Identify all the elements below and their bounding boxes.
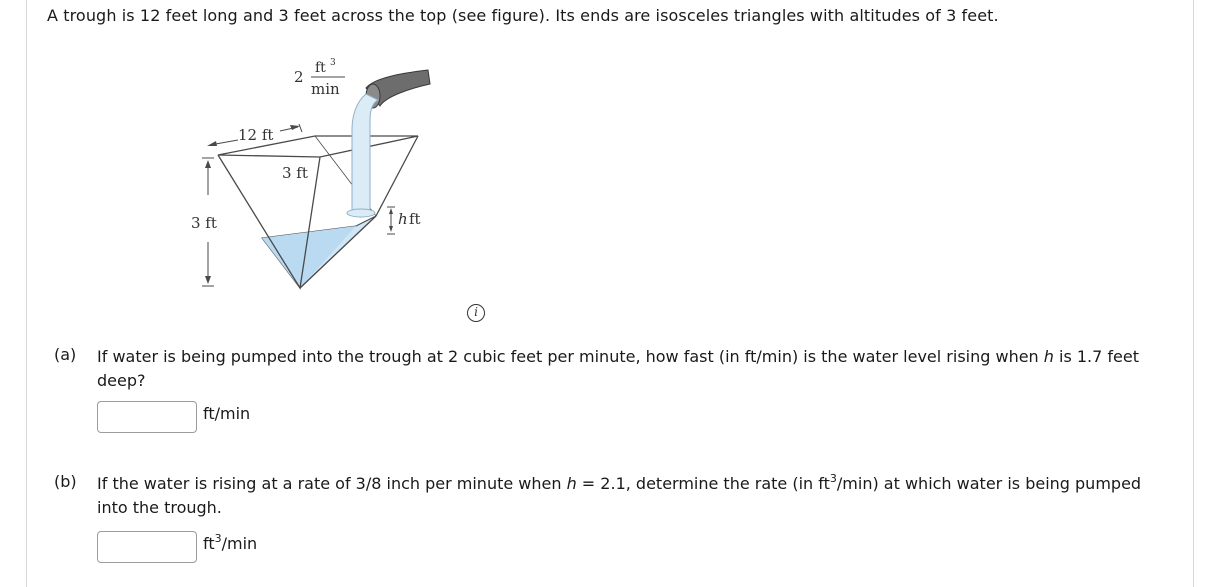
trough-back-right-edge — [376, 136, 418, 216]
problem-statement: A trough is 12 feet long and 3 feet across the top (see figure). Its ends are isosceles triangles with altitudes of 3 feet. — [47, 6, 999, 25]
width-label: 3 ft — [282, 164, 308, 182]
h-unit: ft — [409, 210, 421, 228]
part-b-answer-input[interactable] — [97, 531, 197, 563]
rate-denominator: min — [311, 80, 340, 98]
part-b-unit — [203, 531, 258, 553]
length-tick — [299, 124, 302, 132]
trough-figure — [180, 50, 450, 300]
h-arrow-up — [389, 208, 393, 214]
water-stream — [352, 94, 378, 215]
part-b-question — [97, 472, 1172, 520]
length-arrow-right — [290, 125, 300, 130]
splash — [347, 209, 375, 217]
part-b-text-before: If the water is rising at a rate of 3/8 inch per minute when — [97, 474, 567, 493]
rate-coefficient: 2 — [294, 68, 304, 86]
part-b-variable: h — [566, 474, 577, 493]
trough-diagram — [180, 50, 450, 300]
height-arrow-down — [205, 276, 211, 284]
part-a-question — [97, 345, 1172, 393]
rate-numerator: ft — [315, 60, 326, 76]
rate-numerator-exponent: 3 — [330, 58, 336, 68]
part-b-label: (b) — [54, 472, 77, 491]
h-variable: h — [398, 210, 408, 228]
part-b-unit-exponent: 3 — [214, 531, 222, 545]
part-a-label: (a) — [54, 345, 77, 364]
part-a-unit: ft/min — [203, 404, 251, 423]
height-label: 3 ft — [191, 214, 217, 232]
part-a-variable: h — [1043, 347, 1054, 366]
part-b-text-exponent: 3 — [829, 471, 837, 485]
info-icon[interactable]: i — [467, 304, 485, 322]
part-b-text-after: /min) at which water is being pumped into the trough. — [97, 474, 1142, 517]
part-a-answer-input[interactable] — [97, 401, 197, 433]
part-b-unit-tail: /min — [221, 534, 258, 553]
height-arrow-up — [205, 160, 211, 168]
length-label: 12 ft — [238, 126, 274, 144]
part-a-text-after: is 1.7 feet deep? — [97, 347, 1139, 390]
h-arrow-down — [389, 226, 393, 232]
part-a-text-before: If water is being pumped into the trough at 2 cubic feet per minute, how fast (in ft/min) is the water level rising when — [97, 347, 1044, 366]
length-arrow-left — [207, 141, 217, 146]
part-b-unit-base: ft — [203, 534, 215, 553]
part-b-text-mid: = 2.1, determine the rate (in ft — [576, 474, 830, 493]
